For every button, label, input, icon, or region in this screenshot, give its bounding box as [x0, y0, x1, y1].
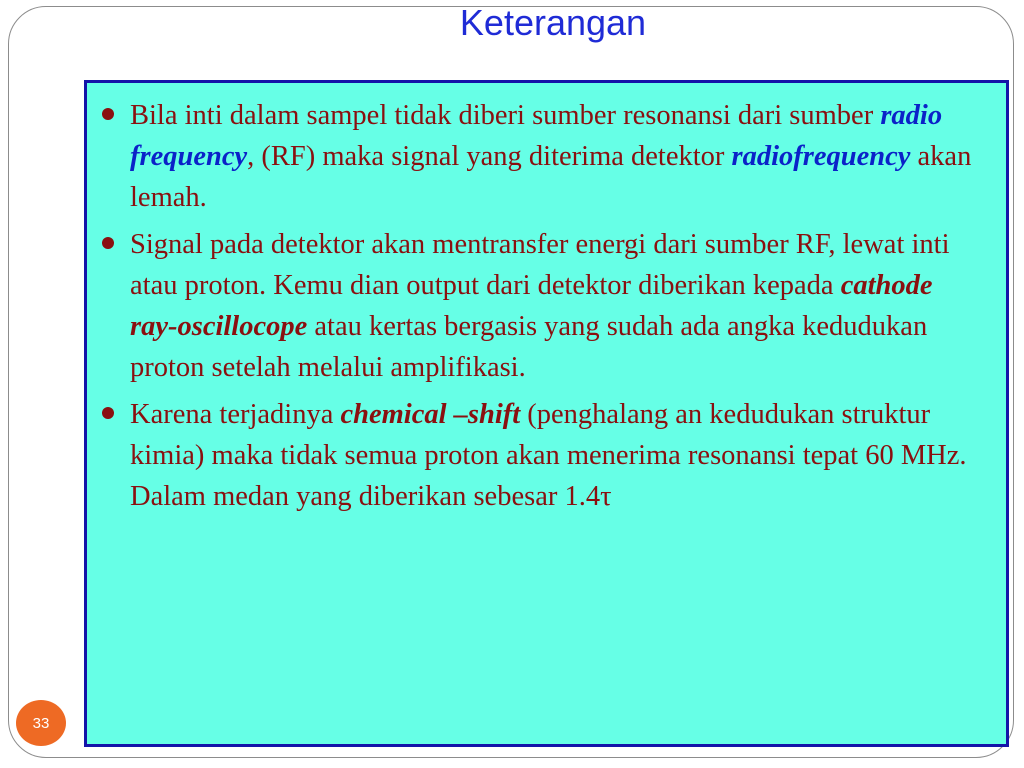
bullet-2-text-a: Signal pada detektor akan mentransfer energi dari sumber RF, lewat inti atau proton. Kemu dian output dari detektor diberikan kepada: [130, 229, 950, 301]
bullet-item-3: [100, 394, 986, 517]
bullet-1-text-b: , (RF) maka signal yang diterima detektor: [247, 141, 732, 172]
content-box: [84, 80, 1009, 747]
bullet-item-1: [100, 95, 986, 218]
page-number: 33: [32, 714, 50, 732]
bullet-dot-icon: [102, 237, 114, 249]
bullet-1-emphasis-radiofrequency: radiofrequency: [731, 141, 911, 172]
bullet-3-emphasis-chemical-shift: chemical –shift: [340, 399, 521, 430]
bullet-dot-icon: [102, 407, 114, 419]
bullet-3-text-b: (penghalang an kedudukan struktur kimia) maka tidak semua proton akan menerima resonansi tepat 60 MHz. Dalam medan yang diberikan sebesar 1.4τ: [130, 399, 967, 512]
bullet-1-text-a: Bila inti dalam sampel tidak diberi sumber resonansi dari sumber: [130, 100, 881, 131]
bullet-3-text-a: Karena terjadinya: [130, 399, 341, 430]
bullet-dot-icon: [102, 108, 114, 120]
slide-title: Keterangan: [459, 2, 647, 43]
bullet-item-2: [100, 224, 986, 388]
bullet-2-text-b: atau kertas bergasis yang sudah ada angka kedudukan proton setelah melalui amplifikasi.: [130, 311, 928, 383]
bullet-list: [100, 95, 986, 517]
bullet-1-text-c: akan lemah.: [130, 141, 972, 213]
slide-frame: [8, 2, 1014, 758]
page-number-badge: [16, 700, 66, 746]
bullet-2-emphasis-oscillocope: cathode ray-oscillocope: [130, 270, 933, 342]
bullet-1-emphasis-radio-frequency: radio frequency: [130, 100, 943, 172]
